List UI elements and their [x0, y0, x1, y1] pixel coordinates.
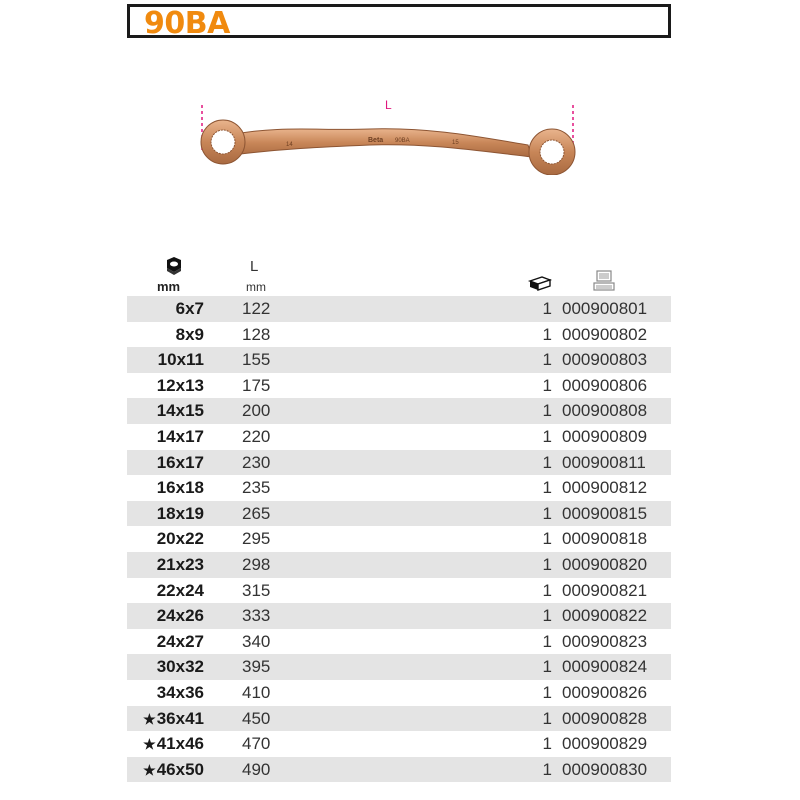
size-text: 36x41	[156, 708, 204, 728]
length-cell: 175	[242, 375, 271, 395]
table-row	[127, 501, 671, 527]
length-cell: 470	[242, 734, 271, 754]
size-cell: 10x11	[157, 350, 204, 370]
table-row	[127, 603, 671, 629]
code-cell: 000900818	[562, 529, 648, 549]
wrench-illustration	[190, 85, 590, 175]
size-cell	[127, 757, 204, 784]
stamp-model: 90BA	[395, 138, 410, 144]
product-table	[127, 296, 671, 782]
size-cell: 34x36	[156, 682, 204, 702]
code-cell: 000900829	[562, 734, 648, 754]
table-row	[127, 322, 671, 348]
code-cell: 000900815	[562, 503, 648, 523]
quantity-cell: 1	[542, 350, 552, 370]
quantity-cell: 1	[542, 682, 552, 702]
length-cell: 200	[242, 401, 271, 421]
size-cell: 18x19	[156, 503, 204, 523]
size-cell: 24x26	[156, 606, 204, 626]
length-cell: 298	[242, 554, 271, 574]
table-row	[127, 450, 671, 476]
quantity-cell: 1	[542, 759, 552, 779]
star-icon: ★	[143, 710, 156, 727]
quantity-cell: 1	[542, 606, 552, 626]
code-cell: 000900824	[562, 657, 648, 677]
code-cell: 000900809	[562, 426, 648, 446]
code-cell: 000900803	[562, 350, 648, 370]
size-cell: 24x27	[156, 631, 204, 651]
size-cell: 30x32	[156, 657, 204, 677]
table-row	[127, 347, 671, 373]
table-row	[127, 654, 671, 680]
quantity-cell: 1	[542, 708, 552, 728]
size-cell: 22x24	[156, 580, 204, 600]
length-cell: 155	[242, 350, 271, 370]
table-row	[127, 731, 671, 757]
computer-code-icon	[593, 270, 615, 292]
stamp-right-size: 15	[452, 140, 459, 146]
code-cell: 000900821	[562, 580, 648, 600]
size-unit: mm	[157, 279, 181, 294]
code-cell: 000900802	[562, 324, 648, 344]
size-cell: 12x13	[156, 375, 204, 395]
length-cell: 295	[242, 529, 271, 549]
length-cell: 220	[242, 426, 271, 446]
length-cell: 128	[242, 324, 271, 344]
length-cell: 450	[242, 708, 271, 728]
length-cell: 340	[242, 631, 271, 651]
length-unit: mm	[246, 280, 266, 294]
code-cell: 000900806	[562, 375, 648, 395]
star-icon: ★	[143, 761, 156, 778]
code-cell: 000900822	[562, 606, 648, 626]
hex-nut-icon	[163, 256, 185, 276]
table-row	[127, 398, 671, 424]
size-cell: 8x9	[175, 324, 204, 344]
size-cell: 21x23	[156, 554, 204, 574]
stamp-left-size: 14	[286, 142, 293, 148]
code-cell: 000900828	[562, 708, 648, 728]
quantity-cell: 1	[542, 401, 552, 421]
table-row	[127, 475, 671, 501]
quantity-cell: 1	[542, 631, 552, 651]
size-cell: 16x18	[156, 478, 204, 498]
dimension-label: L	[385, 98, 392, 112]
table-row	[127, 296, 671, 322]
quantity-cell: 1	[542, 657, 552, 677]
table-row	[127, 757, 671, 783]
length-header: L	[250, 258, 259, 275]
table-row	[127, 706, 671, 732]
star-icon: ★	[143, 736, 156, 753]
table-row	[127, 552, 671, 578]
code-cell: 000900808	[562, 401, 648, 421]
length-cell: 235	[242, 478, 271, 498]
length-cell: 230	[242, 452, 271, 472]
length-cell: 490	[242, 759, 271, 779]
size-cell: 14x17	[156, 426, 204, 446]
quantity-cell: 1	[542, 426, 552, 446]
size-cell: 6x7	[175, 299, 204, 318]
quantity-cell: 1	[542, 324, 552, 344]
size-cell: 16x17	[156, 452, 204, 472]
quantity-cell: 1	[542, 375, 552, 395]
table-row	[127, 424, 671, 450]
package-icon	[527, 274, 553, 292]
quantity-cell: 1	[542, 580, 552, 600]
table-row	[127, 373, 671, 399]
stamp-brand: Beta	[368, 137, 384, 144]
quantity-cell: 1	[542, 734, 552, 754]
length-cell: 122	[242, 299, 271, 318]
quantity-cell: 1	[542, 503, 552, 523]
wrench-hole-left	[211, 130, 235, 154]
table-header	[127, 252, 671, 296]
size-cell	[127, 731, 204, 758]
table-row	[127, 526, 671, 552]
table-row	[127, 578, 671, 604]
wrench-hole-right	[540, 140, 564, 164]
code-cell: 000900820	[562, 554, 648, 574]
page-title: 90BA	[144, 6, 230, 41]
size-text: 46x50	[156, 759, 204, 779]
title-bar	[127, 4, 671, 41]
code-cell: 000900801	[562, 299, 648, 318]
quantity-cell: 1	[542, 299, 552, 318]
quantity-cell: 1	[542, 452, 552, 472]
code-cell: 000900811	[562, 452, 646, 472]
length-cell: 315	[242, 580, 271, 600]
size-cell	[127, 706, 204, 733]
code-cell: 000900823	[562, 631, 648, 651]
length-cell: 410	[242, 682, 271, 702]
size-cell: 20x22	[156, 529, 204, 549]
table-row	[127, 629, 671, 655]
size-text: 41x46	[156, 734, 204, 754]
table-row	[127, 680, 671, 706]
length-cell: 333	[242, 606, 271, 626]
quantity-cell: 1	[542, 478, 552, 498]
code-cell: 000900812	[562, 478, 648, 498]
length-cell: 265	[242, 503, 271, 523]
quantity-cell: 1	[542, 529, 552, 549]
code-cell: 000900830	[562, 759, 648, 779]
quantity-cell: 1	[542, 554, 552, 574]
length-cell: 395	[242, 657, 271, 677]
size-cell: 14x15	[156, 401, 204, 421]
code-cell: 000900826	[562, 682, 648, 702]
